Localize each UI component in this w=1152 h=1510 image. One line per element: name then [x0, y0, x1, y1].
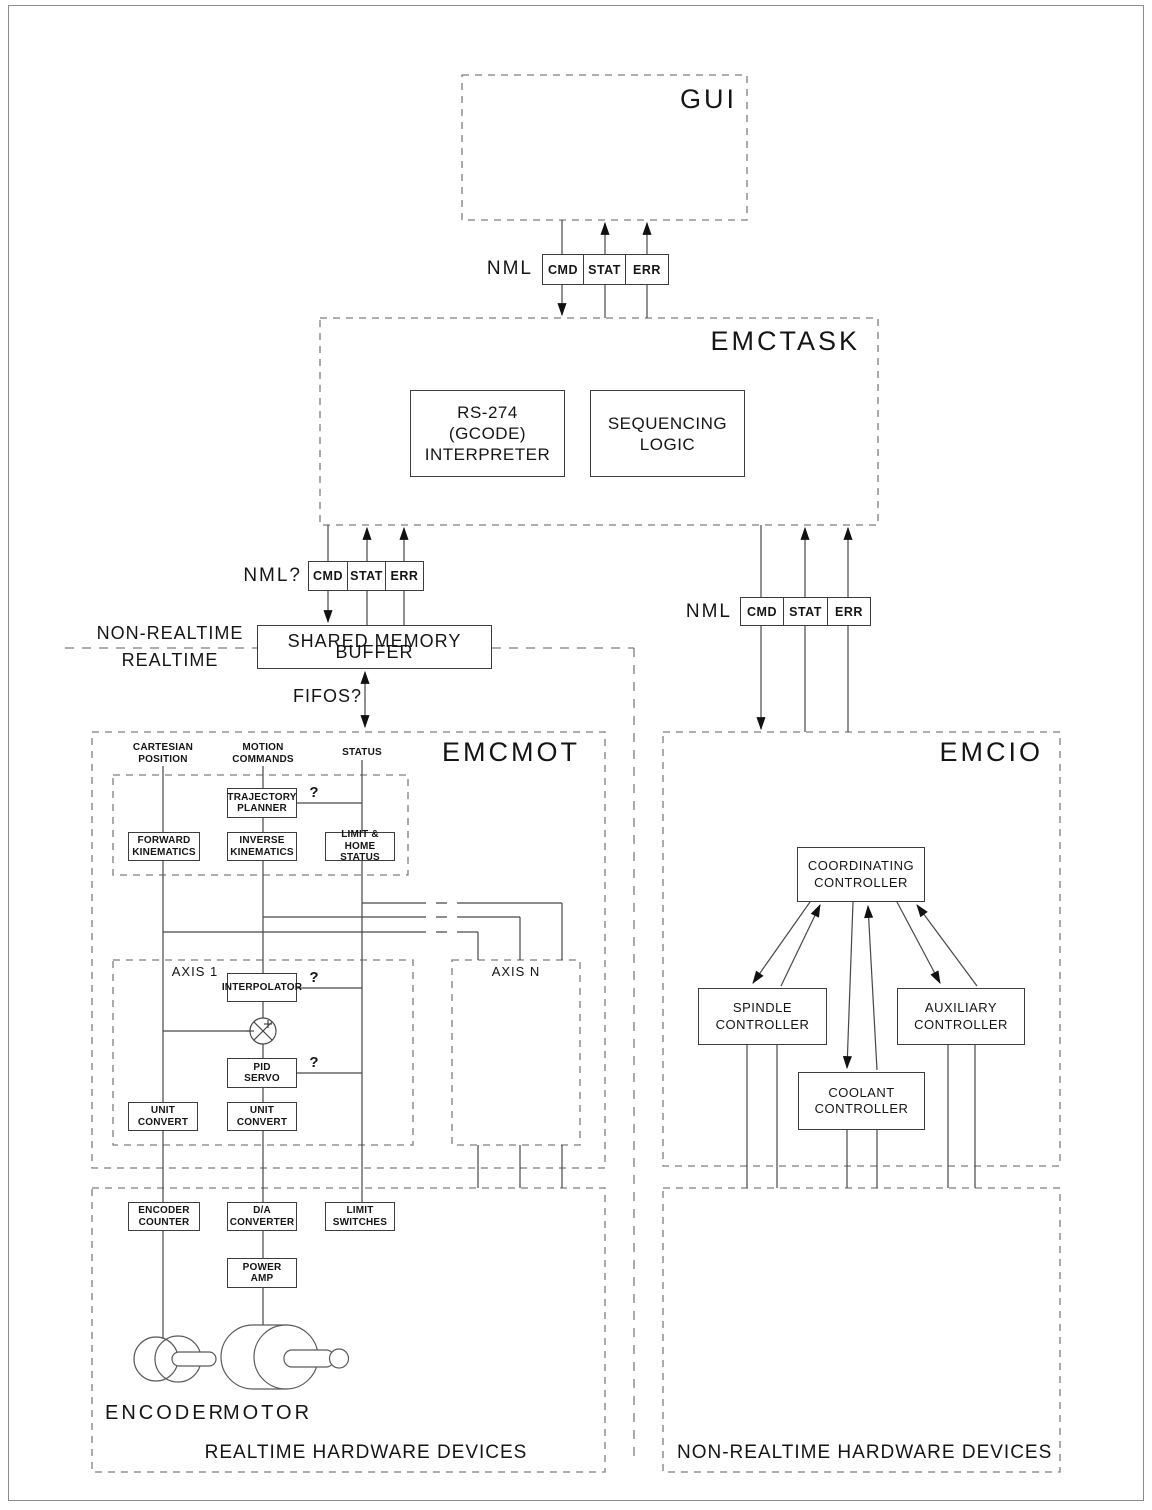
emctask-title: EMCTASK: [710, 326, 860, 356]
coolant-controller-box: COOLANT CONTROLLER: [798, 1072, 925, 1130]
encoder-counter-box: ENCODER COUNTER: [128, 1202, 200, 1231]
nml-gui-err-box: ERR: [625, 254, 669, 285]
nml-io-cmd-box: CMD: [740, 597, 784, 626]
status-label: STATUS: [342, 747, 382, 758]
nml-io-stat-box: STAT: [783, 597, 828, 626]
pid-servo-box: PID SERVO: [227, 1058, 297, 1088]
trajectory-question-mark: ?: [309, 784, 319, 801]
nml-gui-channels: [542, 254, 669, 285]
gcode-interpreter-label: RS-274: [457, 403, 518, 422]
nml-io-err-box: ERR: [827, 597, 871, 626]
interpolator-question-mark: ?: [309, 969, 319, 986]
nml-task-label: NML?: [243, 565, 302, 586]
pid-question-mark: ?: [309, 1054, 319, 1071]
nonrealtime-hw-box-outline: [663, 1188, 1060, 1472]
nml-task-err-box: ERR: [385, 561, 424, 591]
trajectory-planner-box: TRAJECTORY PLANNER: [227, 788, 297, 818]
encoder-motor-drawing: [134, 1325, 349, 1389]
motor-shaft-icon: [284, 1350, 334, 1367]
non-realtime-label: NON-REALTIME: [96, 623, 244, 643]
limit-switches-box: LIMIT SWITCHES: [325, 1202, 395, 1231]
motor-shaft-end-icon: [330, 1349, 349, 1368]
motion-commands-label: MOTION COMMANDS: [232, 742, 294, 765]
interpolator-box: INTERPOLATOR: [227, 973, 297, 1002]
da-converter-box: D/A CONVERTER: [227, 1202, 297, 1231]
emcmot-title: EMCMOT: [442, 737, 580, 767]
shared-memory-buffer-label: SHARED MEMORY BUFFER: [287, 630, 462, 662]
shared-memory-buffer-box: [257, 625, 492, 669]
unit-convert-left-box: UNIT CONVERT: [128, 1102, 198, 1131]
motor-label: MOTOR: [222, 1402, 313, 1424]
nml-io-label: NML: [685, 601, 732, 622]
gui-title: GUI: [679, 84, 737, 114]
fifos-label: FIFOS?: [292, 686, 362, 706]
coordinating-controller-box: COORDINATING CONTROLLER: [797, 847, 925, 902]
encoder-label: ENCODER: [105, 1402, 227, 1424]
summing-junction-icon: [246, 1018, 276, 1044]
nml-task-stat-box: STAT: [347, 561, 386, 591]
nml-gui-stat-box: STAT: [583, 254, 626, 285]
encoder-shaft-icon: [172, 1352, 216, 1366]
power-amp-box: POWER AMP: [227, 1258, 297, 1288]
nml-gui-cmd-box: CMD: [542, 254, 584, 285]
realtime-divider-line: [65, 648, 634, 1457]
axis1-label: AXIS 1: [171, 964, 219, 979]
realtime-label: REALTIME: [121, 650, 219, 670]
axisn-box-outline: [452, 960, 580, 1145]
sequencing-logic-label: SEQUENCING: [607, 413, 728, 433]
cartesian-position-label: CARTESIAN POSITION: [132, 742, 194, 765]
gcode-interpreter-label: (GCODE): [448, 424, 527, 443]
nml-gui-label: NML: [486, 258, 533, 279]
axis-continuation-dashes: [415, 903, 462, 932]
axisn-label: AXIS N: [491, 964, 541, 979]
limit-home-status-box: LIMIT & HOME STATUS: [325, 832, 395, 861]
nml-task-cmd-box: CMD: [308, 561, 348, 591]
connector-lines: [163, 220, 975, 1339]
unit-convert-right-box: UNIT CONVERT: [227, 1102, 297, 1131]
auxiliary-controller-box: AUXILIARY CONTROLLER: [897, 988, 1025, 1045]
forward-kinematics-box: FORWARD KINEMATICS: [128, 832, 200, 861]
nonrealtime-hardware-caption: NON-REALTIME HARDWARE DEVICES: [677, 1442, 1053, 1463]
nml-task-channels: [308, 561, 424, 591]
realtime-hardware-caption: REALTIME HARDWARE DEVICES: [204, 1442, 528, 1463]
inverse-kinematics-box: INVERSE KINEMATICS: [227, 832, 297, 861]
spindle-controller-box: SPINDLE CONTROLLER: [698, 988, 827, 1045]
gcode-interpreter-box: [410, 390, 565, 477]
sequencing-logic-box: [590, 390, 745, 477]
gcode-interpreter-label: INTERPRETER: [424, 445, 551, 464]
nml-io-channels: [740, 597, 871, 626]
emcio-title: EMCIO: [939, 737, 1043, 767]
sequencing-logic-label: LOGIC: [639, 434, 696, 454]
